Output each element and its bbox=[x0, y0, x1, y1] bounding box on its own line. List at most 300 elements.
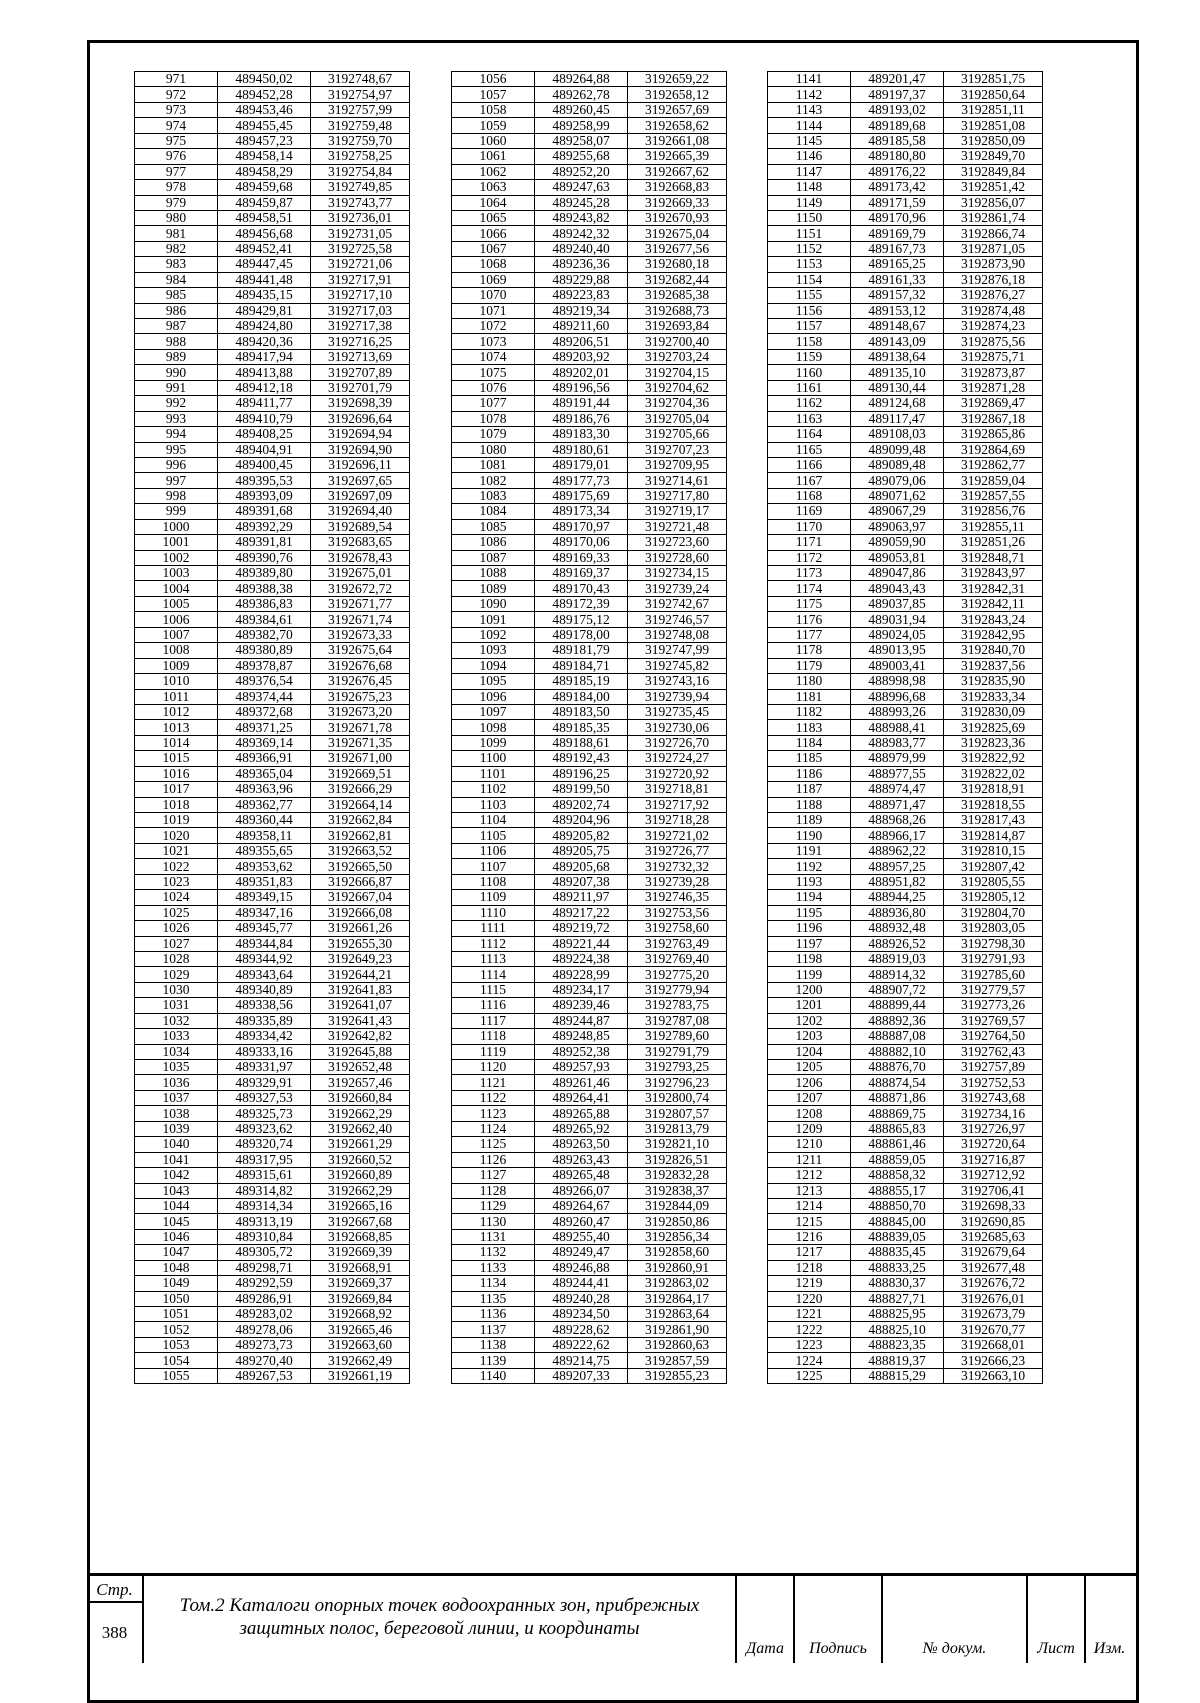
coordinate-y-cell: 3192657,69 bbox=[628, 102, 727, 117]
coordinate-y-cell: 3192791,93 bbox=[944, 951, 1043, 966]
coordinate-y-cell: 3192754,84 bbox=[311, 164, 410, 179]
table-row bbox=[452, 627, 727, 642]
point-number-cell: 1199 bbox=[768, 967, 851, 982]
coordinate-y-cell: 3192849,84 bbox=[944, 164, 1043, 179]
point-number-cell: 1050 bbox=[135, 1291, 218, 1306]
point-number-cell: 1056 bbox=[452, 72, 535, 87]
coordinate-y-cell: 3192785,60 bbox=[944, 967, 1043, 982]
point-number-cell: 1043 bbox=[135, 1183, 218, 1198]
point-number-cell: 1059 bbox=[452, 118, 535, 133]
coordinate-x-cell: 489223,83 bbox=[535, 288, 628, 303]
table-row bbox=[452, 1106, 727, 1121]
coordinate-x-cell: 488977,55 bbox=[851, 766, 944, 781]
coordinate-y-cell: 3192677,48 bbox=[944, 1260, 1043, 1275]
coordinate-y-cell: 3192666,23 bbox=[944, 1353, 1043, 1368]
coordinate-x-cell: 489219,72 bbox=[535, 921, 628, 936]
coordinate-y-cell: 3192739,24 bbox=[628, 581, 727, 596]
coordinate-x-cell: 488825,10 bbox=[851, 1322, 944, 1337]
coordinate-y-cell: 3192665,39 bbox=[628, 149, 727, 164]
coordinate-y-cell: 3192706,41 bbox=[944, 1183, 1043, 1198]
point-number-cell: 1218 bbox=[768, 1260, 851, 1275]
point-number-cell: 1002 bbox=[135, 550, 218, 565]
coordinate-x-cell: 489410,79 bbox=[218, 411, 311, 426]
document-title-line-1: Том.2 Каталоги опорных точек водоохранных зон, прибрежных bbox=[179, 1595, 700, 1616]
table-row bbox=[452, 1013, 727, 1028]
table-row bbox=[135, 504, 410, 519]
coordinate-y-cell: 3192748,08 bbox=[628, 627, 727, 642]
coordinate-x-cell: 489173,42 bbox=[851, 180, 944, 195]
point-number-cell: 1138 bbox=[452, 1337, 535, 1352]
point-number-cell: 1079 bbox=[452, 427, 535, 442]
point-number-cell: 1131 bbox=[452, 1229, 535, 1244]
grid-column-sheet bbox=[1028, 1576, 1086, 1663]
point-number-cell: 1206 bbox=[768, 1075, 851, 1090]
coordinate-x-cell: 489286,91 bbox=[218, 1291, 311, 1306]
coordinate-y-cell: 3192669,39 bbox=[311, 1245, 410, 1260]
point-number-cell: 1203 bbox=[768, 1029, 851, 1044]
point-number-cell: 1158 bbox=[768, 334, 851, 349]
table-row bbox=[452, 704, 727, 719]
coordinate-x-cell: 488951,82 bbox=[851, 874, 944, 889]
point-number-cell: 1029 bbox=[135, 967, 218, 982]
point-number-cell: 1107 bbox=[452, 859, 535, 874]
point-number-cell: 1064 bbox=[452, 195, 535, 210]
point-number-cell: 1139 bbox=[452, 1353, 535, 1368]
coordinate-x-cell: 489228,62 bbox=[535, 1322, 628, 1337]
table-row bbox=[452, 257, 727, 272]
point-number-cell: 1117 bbox=[452, 1013, 535, 1028]
coordinate-y-cell: 3192717,80 bbox=[628, 488, 727, 503]
point-number-cell: 1169 bbox=[768, 504, 851, 519]
table-row bbox=[135, 1121, 410, 1136]
coordinate-y-cell: 3192719,17 bbox=[628, 504, 727, 519]
point-number-cell: 1084 bbox=[452, 504, 535, 519]
coordinate-x-cell: 488988,41 bbox=[851, 720, 944, 735]
point-number-cell: 1183 bbox=[768, 720, 851, 735]
coordinate-y-cell: 3192873,90 bbox=[944, 257, 1043, 272]
table-row bbox=[135, 1013, 410, 1028]
coordinate-x-cell: 489335,89 bbox=[218, 1013, 311, 1028]
coordinate-x-cell: 489344,92 bbox=[218, 951, 311, 966]
table-row bbox=[452, 180, 727, 195]
point-number-cell: 1129 bbox=[452, 1198, 535, 1213]
table-row bbox=[135, 226, 410, 241]
table-row bbox=[135, 550, 410, 565]
table-row bbox=[135, 288, 410, 303]
point-number-cell: 1010 bbox=[135, 674, 218, 689]
table-row bbox=[452, 210, 727, 225]
coordinate-x-cell: 488869,75 bbox=[851, 1106, 944, 1121]
point-number-cell: 1072 bbox=[452, 319, 535, 334]
coordinate-x-cell: 489189,68 bbox=[851, 118, 944, 133]
coordinate-x-cell: 489205,82 bbox=[535, 828, 628, 843]
table-row bbox=[768, 1337, 1043, 1352]
table-row bbox=[135, 1090, 410, 1105]
coordinate-y-cell: 3192713,69 bbox=[311, 349, 410, 364]
table-row bbox=[768, 674, 1043, 689]
point-number-cell: 1198 bbox=[768, 951, 851, 966]
coordinate-x-cell: 488825,95 bbox=[851, 1307, 944, 1322]
coordinate-x-cell: 489314,34 bbox=[218, 1198, 311, 1213]
coordinate-x-cell: 489117,47 bbox=[851, 411, 944, 426]
point-number-cell: 1201 bbox=[768, 998, 851, 1013]
table-row bbox=[768, 303, 1043, 318]
coordinate-x-cell: 489325,73 bbox=[218, 1106, 311, 1121]
table-row bbox=[135, 1060, 410, 1075]
coordinate-x-cell: 489266,07 bbox=[535, 1183, 628, 1198]
coordinate-y-cell: 3192747,99 bbox=[628, 643, 727, 658]
coordinate-x-cell: 489234,17 bbox=[535, 982, 628, 997]
point-number-cell: 1007 bbox=[135, 627, 218, 642]
table-row bbox=[135, 1353, 410, 1368]
point-number-cell: 1195 bbox=[768, 905, 851, 920]
coordinate-x-cell: 489221,44 bbox=[535, 936, 628, 951]
point-number-cell: 1032 bbox=[135, 1013, 218, 1028]
point-number-cell: 972 bbox=[135, 87, 218, 102]
coordinate-y-cell: 3192857,55 bbox=[944, 488, 1043, 503]
coordinate-y-cell: 3192662,29 bbox=[311, 1106, 410, 1121]
point-number-cell: 1178 bbox=[768, 643, 851, 658]
coordinate-x-cell: 489183,30 bbox=[535, 427, 628, 442]
coordinate-y-cell: 3192660,52 bbox=[311, 1152, 410, 1167]
point-number-cell: 1060 bbox=[452, 133, 535, 148]
table-row bbox=[452, 890, 727, 905]
table-row bbox=[135, 319, 410, 334]
coordinate-x-cell: 489143,09 bbox=[851, 334, 944, 349]
point-number-cell: 1028 bbox=[135, 951, 218, 966]
table-row bbox=[768, 365, 1043, 380]
coordinate-x-cell: 489457,23 bbox=[218, 133, 311, 148]
table-row bbox=[768, 164, 1043, 179]
coordinate-y-cell: 3192672,72 bbox=[311, 581, 410, 596]
point-number-cell: 1130 bbox=[452, 1214, 535, 1229]
coordinate-y-cell: 3192813,79 bbox=[628, 1121, 727, 1136]
coordinate-x-cell: 489260,45 bbox=[535, 102, 628, 117]
table-row bbox=[452, 272, 727, 287]
coordinate-y-cell: 3192697,09 bbox=[311, 488, 410, 503]
coordinate-x-cell: 488919,03 bbox=[851, 951, 944, 966]
coordinate-x-cell: 489378,87 bbox=[218, 658, 311, 673]
coordinate-x-cell: 489273,73 bbox=[218, 1337, 311, 1352]
coordinate-y-cell: 3192876,18 bbox=[944, 272, 1043, 287]
coordinate-x-cell: 489264,67 bbox=[535, 1198, 628, 1213]
coordinate-x-cell: 488855,17 bbox=[851, 1183, 944, 1198]
point-number-cell: 1062 bbox=[452, 164, 535, 179]
coordinate-y-cell: 3192720,64 bbox=[944, 1137, 1043, 1152]
coordinate-x-cell: 489323,62 bbox=[218, 1121, 311, 1136]
coordinate-x-cell: 489177,73 bbox=[535, 473, 628, 488]
table-row bbox=[452, 504, 727, 519]
coordinate-x-cell: 489452,41 bbox=[218, 241, 311, 256]
coordinate-x-cell: 489246,88 bbox=[535, 1260, 628, 1275]
coordinate-x-cell: 489184,00 bbox=[535, 689, 628, 704]
table-row bbox=[768, 427, 1043, 442]
table-row bbox=[135, 380, 410, 395]
coordinate-y-cell: 3192716,87 bbox=[944, 1152, 1043, 1167]
point-number-cell: 1191 bbox=[768, 843, 851, 858]
point-number-cell: 1009 bbox=[135, 658, 218, 673]
table-row bbox=[135, 735, 410, 750]
table-row bbox=[452, 1198, 727, 1213]
table-row bbox=[452, 473, 727, 488]
coordinate-y-cell: 3192673,33 bbox=[311, 627, 410, 642]
point-number-cell: 1194 bbox=[768, 890, 851, 905]
point-number-cell: 1110 bbox=[452, 905, 535, 920]
coordinate-y-cell: 3192857,59 bbox=[628, 1353, 727, 1368]
coordinate-y-cell: 3192842,11 bbox=[944, 596, 1043, 611]
coordinate-x-cell: 489435,15 bbox=[218, 288, 311, 303]
coordinate-y-cell: 3192717,03 bbox=[311, 303, 410, 318]
point-number-cell: 1118 bbox=[452, 1029, 535, 1044]
coordinate-y-cell: 3192712,92 bbox=[944, 1168, 1043, 1183]
coordinate-y-cell: 3192731,05 bbox=[311, 226, 410, 241]
point-number-cell: 1015 bbox=[135, 751, 218, 766]
point-number-cell: 1075 bbox=[452, 365, 535, 380]
coordinate-y-cell: 3192743,77 bbox=[311, 195, 410, 210]
coordinate-y-cell: 3192850,09 bbox=[944, 133, 1043, 148]
point-number-cell: 1163 bbox=[768, 411, 851, 426]
coordinate-x-cell: 489411,77 bbox=[218, 396, 311, 411]
coordinate-x-cell: 489203,92 bbox=[535, 349, 628, 364]
grid-row bbox=[1028, 1605, 1084, 1634]
coordinate-y-cell: 3192850,64 bbox=[944, 87, 1043, 102]
coordinate-x-cell: 489192,43 bbox=[535, 751, 628, 766]
table-row bbox=[768, 180, 1043, 195]
table-row bbox=[452, 535, 727, 550]
coordinate-x-cell: 489315,61 bbox=[218, 1168, 311, 1183]
point-number-cell: 1089 bbox=[452, 581, 535, 596]
table-row bbox=[768, 581, 1043, 596]
coordinate-x-cell: 489185,35 bbox=[535, 720, 628, 735]
coordinate-x-cell: 489393,09 bbox=[218, 488, 311, 503]
coordinate-y-cell: 3192746,57 bbox=[628, 612, 727, 627]
point-number-cell: 1012 bbox=[135, 704, 218, 719]
point-number-cell: 1127 bbox=[452, 1168, 535, 1183]
coordinate-x-cell: 489171,59 bbox=[851, 195, 944, 210]
coordinate-y-cell: 3192822,02 bbox=[944, 766, 1043, 781]
coordinate-x-cell: 489320,74 bbox=[218, 1137, 311, 1152]
table-row bbox=[768, 535, 1043, 550]
coordinate-x-cell: 489374,44 bbox=[218, 689, 311, 704]
point-number-cell: 1114 bbox=[452, 967, 535, 982]
coordinate-x-cell: 489191,44 bbox=[535, 396, 628, 411]
coordinate-x-cell: 489206,51 bbox=[535, 334, 628, 349]
coordinate-x-cell: 488815,29 bbox=[851, 1368, 944, 1383]
coordinate-x-cell: 489211,97 bbox=[535, 890, 628, 905]
coordinate-y-cell: 3192700,40 bbox=[628, 334, 727, 349]
coordinate-y-cell: 3192678,43 bbox=[311, 550, 410, 565]
table-row bbox=[135, 967, 410, 982]
coordinate-x-cell: 488996,68 bbox=[851, 689, 944, 704]
table-row bbox=[135, 951, 410, 966]
coordinate-x-cell: 489176,22 bbox=[851, 164, 944, 179]
point-number-cell: 1149 bbox=[768, 195, 851, 210]
coordinate-x-cell: 489201,47 bbox=[851, 72, 944, 87]
coordinate-x-cell: 489252,38 bbox=[535, 1044, 628, 1059]
coordinate-x-cell: 489244,41 bbox=[535, 1276, 628, 1291]
table-row bbox=[135, 427, 410, 442]
coordinate-x-cell: 489459,68 bbox=[218, 180, 311, 195]
coordinate-x-cell: 489071,62 bbox=[851, 488, 944, 503]
coordinate-y-cell: 3192698,39 bbox=[311, 396, 410, 411]
coordinate-x-cell: 488957,25 bbox=[851, 859, 944, 874]
point-number-cell: 1099 bbox=[452, 735, 535, 750]
table-row bbox=[768, 396, 1043, 411]
table-row bbox=[452, 643, 727, 658]
point-number-cell: 1207 bbox=[768, 1090, 851, 1105]
coordinate-x-cell: 489228,99 bbox=[535, 967, 628, 982]
coordinate-y-cell: 3192661,19 bbox=[311, 1368, 410, 1383]
table-row bbox=[135, 257, 410, 272]
point-number-cell: 1146 bbox=[768, 149, 851, 164]
column-label-sheet: Лист bbox=[1037, 1640, 1075, 1657]
point-number-cell: 1024 bbox=[135, 890, 218, 905]
coordinate-x-cell: 489343,64 bbox=[218, 967, 311, 982]
coordinate-x-cell: 489013,95 bbox=[851, 643, 944, 658]
point-number-cell: 1061 bbox=[452, 149, 535, 164]
coordinate-y-cell: 3192745,82 bbox=[628, 658, 727, 673]
point-number-cell: 1147 bbox=[768, 164, 851, 179]
table-row bbox=[135, 843, 410, 858]
coordinate-x-cell: 489283,02 bbox=[218, 1307, 311, 1322]
table-row bbox=[452, 1322, 727, 1337]
point-number-cell: 1042 bbox=[135, 1168, 218, 1183]
coordinate-y-cell: 3192701,79 bbox=[311, 380, 410, 395]
table-row bbox=[452, 427, 727, 442]
point-number-cell: 995 bbox=[135, 442, 218, 457]
coordinate-x-cell: 489334,42 bbox=[218, 1029, 311, 1044]
point-number-cell: 1063 bbox=[452, 180, 535, 195]
table-row bbox=[768, 1291, 1043, 1306]
coordinate-y-cell: 3192749,85 bbox=[311, 180, 410, 195]
coordinate-x-cell: 488833,25 bbox=[851, 1260, 944, 1275]
coordinate-y-cell: 3192726,97 bbox=[944, 1121, 1043, 1136]
table-row bbox=[135, 704, 410, 719]
table-row bbox=[135, 396, 410, 411]
point-number-cell: 1055 bbox=[135, 1368, 218, 1383]
coordinate-y-cell: 3192752,53 bbox=[944, 1075, 1043, 1090]
coordinate-y-cell: 3192676,45 bbox=[311, 674, 410, 689]
coordinate-y-cell: 3192696,11 bbox=[311, 457, 410, 472]
table-row bbox=[768, 704, 1043, 719]
point-number-cell: 1164 bbox=[768, 427, 851, 442]
coordinate-x-cell: 489458,51 bbox=[218, 210, 311, 225]
coordinate-x-cell: 489178,00 bbox=[535, 627, 628, 642]
point-number-cell: 1128 bbox=[452, 1183, 535, 1198]
point-number-cell: 1193 bbox=[768, 874, 851, 889]
coordinate-y-cell: 3192855,11 bbox=[944, 519, 1043, 534]
table-row bbox=[135, 87, 410, 102]
column-label-doc-number: № докум. bbox=[922, 1640, 987, 1657]
coordinate-y-cell: 3192676,68 bbox=[311, 658, 410, 673]
coordinate-x-cell: 489170,06 bbox=[535, 535, 628, 550]
point-number-cell: 1049 bbox=[135, 1276, 218, 1291]
coordinate-y-cell: 3192714,61 bbox=[628, 473, 727, 488]
point-number-cell: 988 bbox=[135, 334, 218, 349]
table-row bbox=[768, 1029, 1043, 1044]
point-number-cell: 1109 bbox=[452, 890, 535, 905]
point-number-cell: 985 bbox=[135, 288, 218, 303]
table-row bbox=[452, 874, 727, 889]
table-row bbox=[452, 998, 727, 1013]
point-number-cell: 1137 bbox=[452, 1322, 535, 1337]
coordinate-x-cell: 488892,36 bbox=[851, 1013, 944, 1028]
point-number-cell: 1216 bbox=[768, 1229, 851, 1244]
point-number-cell: 991 bbox=[135, 380, 218, 395]
coordinate-x-cell: 489240,40 bbox=[535, 241, 628, 256]
table-row bbox=[452, 334, 727, 349]
coordinate-x-cell: 489196,25 bbox=[535, 766, 628, 781]
coordinate-y-cell: 3192667,04 bbox=[311, 890, 410, 905]
table-row bbox=[452, 1337, 727, 1352]
point-number-cell: 1159 bbox=[768, 349, 851, 364]
coordinate-y-cell: 3192789,60 bbox=[628, 1029, 727, 1044]
coordinate-y-cell: 3192739,94 bbox=[628, 689, 727, 704]
coordinate-y-cell: 3192876,27 bbox=[944, 288, 1043, 303]
coordinate-x-cell: 489388,38 bbox=[218, 581, 311, 596]
point-number-cell: 1000 bbox=[135, 519, 218, 534]
table-row bbox=[135, 210, 410, 225]
coordinate-x-cell: 489180,61 bbox=[535, 442, 628, 457]
table-row bbox=[768, 488, 1043, 503]
coordinate-y-cell: 3192707,89 bbox=[311, 365, 410, 380]
coordinate-x-cell: 489353,62 bbox=[218, 859, 311, 874]
point-number-cell: 1088 bbox=[452, 566, 535, 581]
point-number-cell: 1189 bbox=[768, 813, 851, 828]
table-row bbox=[135, 1322, 410, 1337]
table-row bbox=[135, 133, 410, 148]
coordinate-x-cell: 489181,79 bbox=[535, 643, 628, 658]
point-number-cell: 1133 bbox=[452, 1260, 535, 1275]
table-row bbox=[452, 442, 727, 457]
table-row bbox=[768, 133, 1043, 148]
coordinate-y-cell: 3192830,09 bbox=[944, 704, 1043, 719]
table-row bbox=[135, 365, 410, 380]
point-number-cell: 1001 bbox=[135, 535, 218, 550]
point-number-cell: 1065 bbox=[452, 210, 535, 225]
coordinate-y-cell: 3192716,25 bbox=[311, 334, 410, 349]
grid-row bbox=[883, 1605, 1026, 1634]
coordinate-y-cell: 3192803,05 bbox=[944, 921, 1043, 936]
table-row bbox=[452, 581, 727, 596]
table-row bbox=[135, 689, 410, 704]
coordinate-x-cell: 489173,34 bbox=[535, 504, 628, 519]
coordinate-x-cell: 489247,63 bbox=[535, 180, 628, 195]
coordinate-x-cell: 489217,22 bbox=[535, 905, 628, 920]
point-number-cell: 1091 bbox=[452, 612, 535, 627]
coordinate-x-cell: 489450,02 bbox=[218, 72, 311, 87]
coordinate-x-cell: 488932,48 bbox=[851, 921, 944, 936]
coordinate-y-cell: 3192659,22 bbox=[628, 72, 727, 87]
point-number-cell: 1053 bbox=[135, 1337, 218, 1352]
point-number-cell: 989 bbox=[135, 349, 218, 364]
table-row bbox=[135, 782, 410, 797]
coordinate-y-cell: 3192757,89 bbox=[944, 1060, 1043, 1075]
coordinate-x-cell: 489317,95 bbox=[218, 1152, 311, 1167]
table-row bbox=[135, 1029, 410, 1044]
coordinate-x-cell: 489184,71 bbox=[535, 658, 628, 673]
table-row bbox=[452, 149, 727, 164]
coordinate-y-cell: 3192843,24 bbox=[944, 612, 1043, 627]
coordinate-y-cell: 3192675,64 bbox=[311, 643, 410, 658]
coordinate-y-cell: 3192838,37 bbox=[628, 1183, 727, 1198]
coordinate-y-cell: 3192861,90 bbox=[628, 1322, 727, 1337]
table-row bbox=[135, 164, 410, 179]
coordinate-y-cell: 3192666,08 bbox=[311, 905, 410, 920]
coordinate-x-cell: 488993,26 bbox=[851, 704, 944, 719]
coordinate-y-cell: 3192779,57 bbox=[944, 982, 1043, 997]
coordinate-y-cell: 3192685,63 bbox=[944, 1229, 1043, 1244]
